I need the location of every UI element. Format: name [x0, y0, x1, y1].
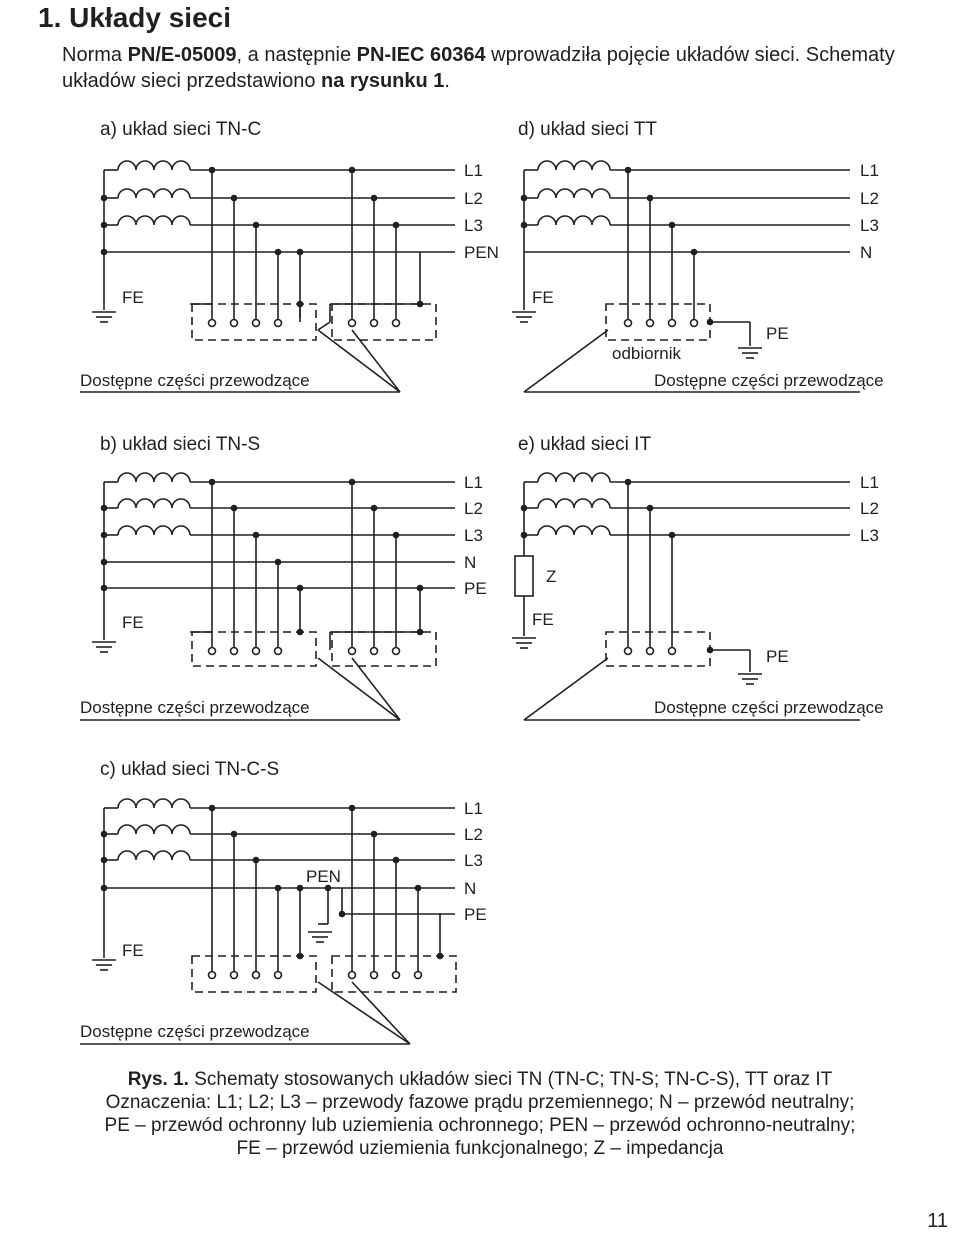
diagram-tn-s	[80, 473, 455, 720]
pen-label: PEN	[306, 867, 341, 886]
fe-label: FE	[122, 613, 144, 632]
conductive-parts-label: Dostępne części przewodzące	[80, 1022, 310, 1041]
line-label: L2	[464, 499, 483, 518]
line-label: PE	[464, 579, 487, 598]
line-label: PEN	[464, 243, 499, 262]
intro-paragraph: Norma PN/E-05009, a następnie PN-IEC 60364 wprowadziła pojęcie układów sieci. Schematy układów sieci przedstawiono na rysunku 1.	[62, 44, 895, 92]
figure-caption: Rys. 1. Schematy stosowanych układów sieci TN (TN-C; TN-S; TN-C-S), TT oraz IT Oznaczenia: L1; L2; L3 – przewody fazowe prądu przemiennego; N – przewód neutralny; PE – przewód ochronny lub uziemienia ochronnego; PEN – przewód ochronno-neutralny; FE – przewód uziemienia funkcjonalnego; Z – impedancja	[104, 1069, 856, 1159]
fe-label: FE	[532, 288, 554, 307]
line-label: L1	[860, 473, 879, 492]
conductive-parts-label: Dostępne części przewodzące	[654, 371, 884, 390]
title-tn-s: b) układ sieci TN-S	[100, 434, 261, 455]
fe-label: FE	[532, 610, 554, 629]
pe-label: PE	[766, 647, 789, 666]
line-label: L1	[464, 161, 483, 180]
line-label: L2	[464, 825, 483, 844]
conductive-parts-label: Dostępne części przewodzące	[80, 698, 310, 717]
line-label: L3	[464, 526, 483, 545]
load-label: odbiornik	[612, 344, 681, 363]
line-label: L3	[860, 216, 879, 235]
conductive-parts-label: Dostępne części przewodzące	[654, 698, 884, 717]
line-label: N	[860, 243, 873, 262]
title-it: e) układ sieci IT	[518, 434, 652, 455]
fe-label: FE	[122, 941, 144, 960]
diagram-tt	[512, 161, 860, 392]
line-label: L2	[464, 189, 483, 208]
page-heading: 1. Układy sieci	[38, 2, 232, 33]
line-label: PE	[464, 905, 487, 924]
line-label: L1	[464, 473, 483, 492]
fe-label: FE	[122, 288, 144, 307]
line-label: L3	[464, 851, 483, 870]
diagram-tn-c	[80, 161, 455, 392]
line-label: L2	[860, 189, 879, 208]
page-number: 11	[927, 1210, 948, 1232]
line-label: L3	[464, 216, 483, 235]
diagram-tn-c-s	[80, 799, 456, 1044]
line-label: N	[464, 879, 477, 898]
impedance-label: Z	[546, 567, 557, 586]
line-label: L1	[464, 799, 483, 818]
pe-label: PE	[766, 324, 789, 343]
diagram-it	[512, 473, 860, 720]
line-label: N	[464, 553, 477, 572]
title-tt: d) układ sieci TT	[518, 119, 658, 140]
title-tn-c: a) układ sieci TN-C	[100, 119, 262, 140]
title-tn-c-s: c) układ sieci TN-C-S	[100, 759, 280, 780]
line-label: L2	[860, 499, 879, 518]
line-label: L1	[860, 161, 879, 180]
line-label: L3	[860, 526, 879, 545]
conductive-parts-label: Dostępne części przewodzące	[80, 371, 310, 390]
